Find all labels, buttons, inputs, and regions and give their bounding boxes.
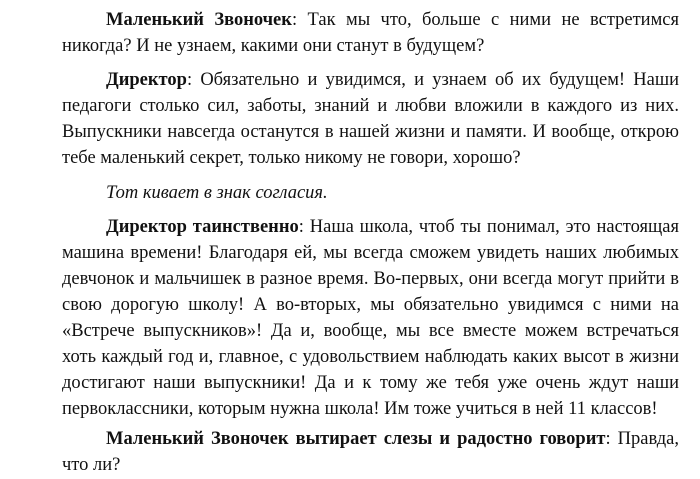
- stage-direction: [62, 180, 679, 206]
- speaker-separator: :: [291, 10, 308, 30]
- speaker-name: Директор: [106, 70, 187, 90]
- dialogue-text: Правда, что ли?: [62, 429, 679, 475]
- dialogue-text: Обязательно и увидимся, и узнаем об их будущем! Наши педагоги столько сил, заботы, знаний и любви вложили в каждого из них. Выпускники навсегда останутся в нашей жизни и памяти. И вообще, открою тебе маленький секрет, только никому не говори, хорошо?: [62, 70, 680, 168]
- dialogue-paragraph: [62, 426, 679, 478]
- speaker-name: Маленький Звоночек вытирает слезы и радостно говорит: [106, 429, 606, 449]
- dialogue-text: Наша школа, чтоб ты понимал, это настоящая машина времени! Благодаря ей, мы всегда сможем увидеть наших любимых девчонок и мальчишек в разное время. Во-первых, они всегда могут прийти в свою дорогую школу! А во-вторых, мы обязательно увидимся с ними на «Встрече выпускников»! Да и, вообще, мы все вместе можем встречаться хоть каждый год и, главное, с удовольствием наблюдать каких высот в жизни достигают наши выпускники! Да и к тому же тебя уже очень ждут наши первоклассники, которым нужна школа! Им тоже учиться в ней 11 классов!: [62, 217, 679, 419]
- stage-direction-text: Тот кивает в знак согласия.: [106, 183, 328, 203]
- speaker-separator: :: [298, 217, 310, 237]
- dialogue-paragraph: [62, 67, 679, 171]
- speaker-name: Директор таинственно: [106, 217, 299, 237]
- dialogue-paragraph: [62, 214, 679, 422]
- speaker-name: Маленький Звоночек: [106, 10, 292, 30]
- speaker-separator: :: [186, 70, 201, 90]
- dialogue-text: Так мы что, больше с ними не встретимся никогда? И не узнаем, какими они станут в будущем?: [62, 10, 680, 56]
- speaker-separator: :: [605, 429, 618, 449]
- dialogue-paragraph: [62, 7, 679, 59]
